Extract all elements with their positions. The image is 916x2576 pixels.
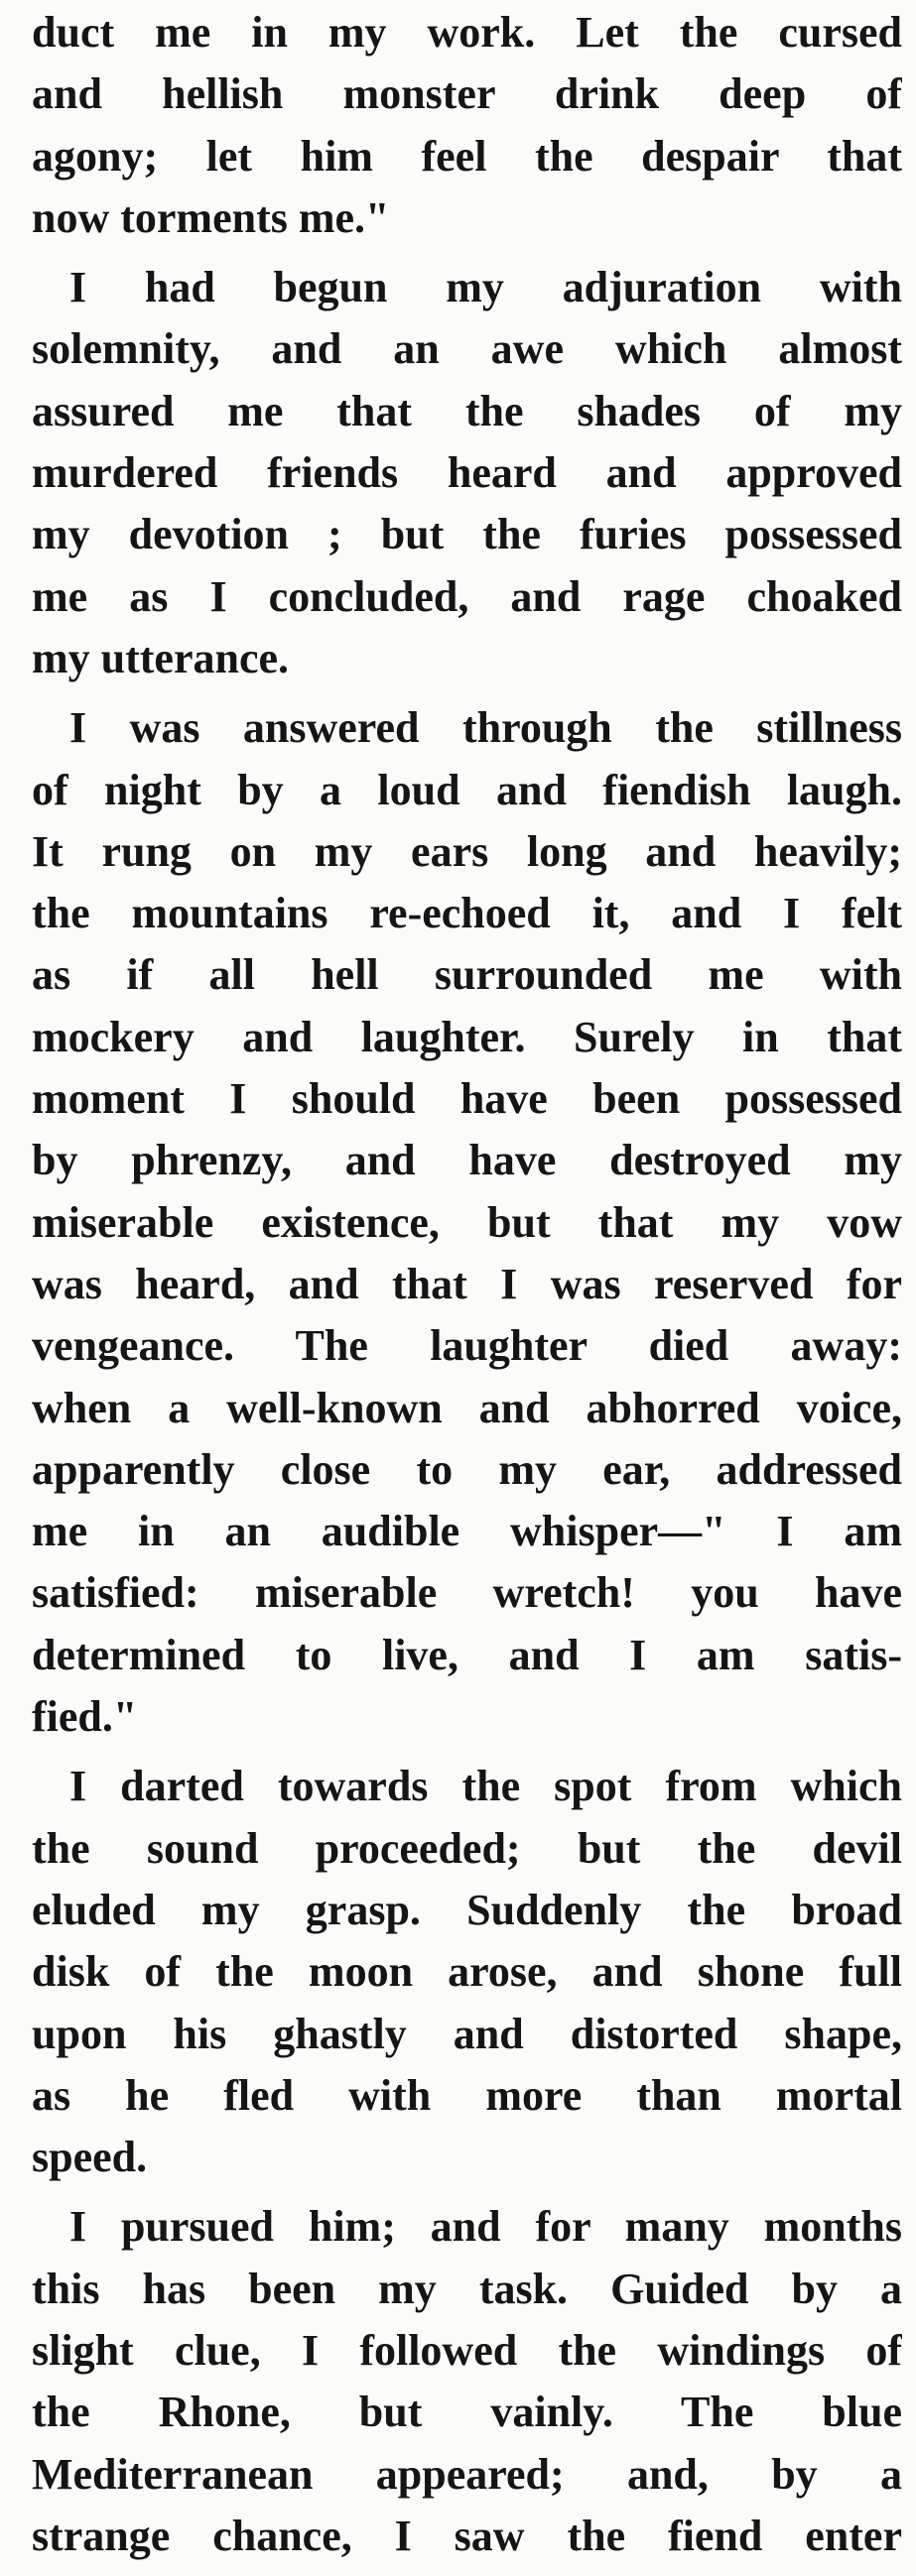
- text-line: speed.: [32, 2133, 148, 2182]
- text-line: now torments me.": [32, 192, 390, 242]
- text-line: duct me in my work. Let the cursed: [32, 8, 902, 57]
- text-line: strange chance, I saw the fiend enter: [32, 2511, 902, 2560]
- paragraph-1: [32, 2, 902, 249]
- text-line: disk of the moon arose, and shone full: [32, 1947, 902, 1997]
- text-line: my utterance.: [32, 633, 290, 682]
- text-line: the sound proceeded; but the devil: [32, 1823, 902, 1873]
- text-line: this has been my task. Guided by a: [32, 2264, 902, 2313]
- text-line: upon his ghastly and distorted shape,: [32, 2009, 902, 2058]
- text-line: solemnity, and an awe which almost: [32, 324, 902, 374]
- text-line: my devotion ; but the furies possessed: [32, 510, 902, 559]
- text-line: satisfied: miserable wretch! you have: [32, 1568, 902, 1618]
- text-line: the Rhone, but vainly. The blue: [32, 2388, 902, 2437]
- text-line: by phrenzy, and have destroyed my: [32, 1136, 902, 1185]
- paragraph-2: [32, 257, 902, 689]
- text-line: I darted towards the spot from which: [69, 1762, 902, 1811]
- text-line: mockery and laughter. Surely in that: [32, 1012, 902, 1061]
- text-line: miserable existence, but that my vow: [32, 1197, 902, 1247]
- paragraph-3: [32, 697, 902, 1748]
- text-line: murdered friends heard and approved: [32, 448, 902, 498]
- text-line: as he fled with more than mortal: [32, 2070, 902, 2120]
- text-line: eluded my grasp. Suddenly the broad: [32, 1885, 902, 1934]
- text-line: and hellish monster drink deep of: [32, 69, 902, 119]
- text-line: moment I should have been possessed: [32, 1074, 902, 1124]
- text-line: me in an audible whisper—" I am: [32, 1507, 902, 1556]
- text-line: It rung on my ears long and heavily;: [32, 826, 902, 876]
- text-line: was heard, and that I was reserved for: [32, 1259, 902, 1308]
- text-line: Mediterranean appeared; and, by a: [32, 2449, 902, 2499]
- text-line: I was answered through the stillness: [69, 703, 902, 753]
- text-line: slight clue, I followed the windings of: [32, 2325, 902, 2375]
- text-line: fied.": [32, 1692, 138, 1742]
- text-line: the mountains re-echoed it, and I felt: [32, 889, 902, 938]
- text-line: when a well-known and abhorred voice,: [32, 1383, 902, 1432]
- text-line: me as I concluded, and rage choaked: [32, 571, 902, 621]
- paragraph-5: [32, 2196, 902, 2567]
- text-line: vengeance. The laughter died away:: [32, 1321, 902, 1371]
- text-line: assured me that the shades of my: [32, 386, 902, 435]
- text-line: of night by a loud and fiendish laugh.: [32, 765, 902, 814]
- text-line: I pursued him; and for many months: [69, 2202, 902, 2252]
- text-line: apparently close to my ear, addressed: [32, 1444, 902, 1494]
- paragraph-4: [32, 1756, 902, 2188]
- text-line: agony; let him feel the despair that: [32, 131, 902, 181]
- text-line: as if all hell surrounded me with: [32, 950, 902, 1000]
- text-line: I had begun my adjuration with: [69, 263, 902, 312]
- text-line: determined to live, and I am satis-: [32, 1630, 902, 1679]
